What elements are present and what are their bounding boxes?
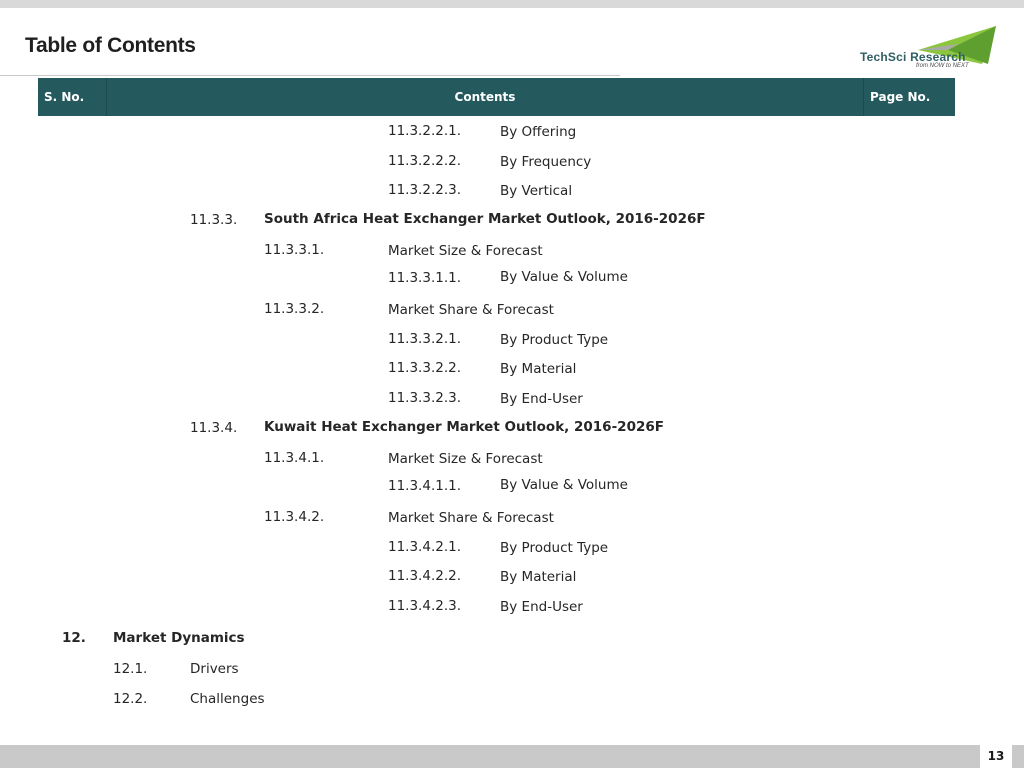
toc-number: 11.3.4. <box>190 420 238 436</box>
toc-number: 11.3.2.2.3. <box>388 182 461 198</box>
header-contents: Contents <box>106 78 864 116</box>
toc-text: By Material <box>500 361 577 377</box>
toc-number: 11.3.4.2.2. <box>388 568 461 584</box>
toc-number: 11.3.4.2.1. <box>388 539 461 555</box>
toc-number: 11.3.3.2.3. <box>388 390 461 406</box>
toc-text: Drivers <box>190 661 239 677</box>
toc-number: 11.3.3.2. <box>264 301 325 317</box>
company-logo <box>858 24 1000 70</box>
toc-heading: Kuwait Heat Exchanger Market Outlook, 2016-2026F <box>264 419 664 435</box>
toc-text: By Material <box>500 569 577 585</box>
toc-number: 11.3.4.2.3. <box>388 598 461 614</box>
toc-number: 11.3.3.2.1. <box>388 331 461 347</box>
toc-number: 11.3.4.1.1. <box>388 478 461 494</box>
toc-text: By Value & Volume <box>500 269 628 285</box>
toc-text: By Product Type <box>500 332 609 348</box>
header-page-no: Page No. <box>870 90 931 104</box>
toc-number: 11.3.3.1.1. <box>388 270 461 286</box>
toc-text: By End-User <box>500 391 583 407</box>
toc-text: Market Size & Forecast <box>388 451 543 467</box>
logo-tagline: from NOW to NEXT <box>916 63 969 69</box>
toc-heading: Market Dynamics <box>113 630 245 646</box>
page-number: 13 <box>980 745 1012 768</box>
header-sno: S. No. <box>44 90 85 104</box>
toc-text: By Value & Volume <box>500 477 628 493</box>
toc-number: 11.3.3.2.2. <box>388 360 461 376</box>
toc-number: 11.3.3.1. <box>264 242 325 258</box>
toc-number: 11.3.2.2.2. <box>388 153 461 169</box>
toc-number: 12.2. <box>113 691 148 707</box>
toc-text: Market Size & Forecast <box>388 243 543 259</box>
logo-wordmark: TechSci Research <box>860 50 966 64</box>
toc-number: 12.1. <box>113 661 148 677</box>
toc-text: By End-User <box>500 599 583 615</box>
toc-heading: South Africa Heat Exchanger Market Outlook, 2016-2026F <box>264 211 706 227</box>
toc-text: By Vertical <box>500 183 573 199</box>
footer-band <box>0 745 1024 768</box>
toc-number: 12. <box>62 630 86 646</box>
toc-number: 11.3.2.2.1. <box>388 123 461 139</box>
toc-text: Market Share & Forecast <box>388 302 554 318</box>
toc-text: By Frequency <box>500 154 592 170</box>
toc-number: 11.3.3. <box>190 212 238 228</box>
toc-text: By Offering <box>500 124 577 140</box>
toc-number: 11.3.4.2. <box>264 509 325 525</box>
page-title: Table of Contents <box>25 34 196 57</box>
toc-text: Market Share & Forecast <box>388 510 554 526</box>
toc-number: 11.3.4.1. <box>264 450 325 466</box>
top-band <box>0 0 1024 8</box>
toc-text: Challenges <box>190 691 265 707</box>
toc-text: By Product Type <box>500 540 609 556</box>
title-divider <box>0 75 620 76</box>
table-header <box>38 78 955 116</box>
